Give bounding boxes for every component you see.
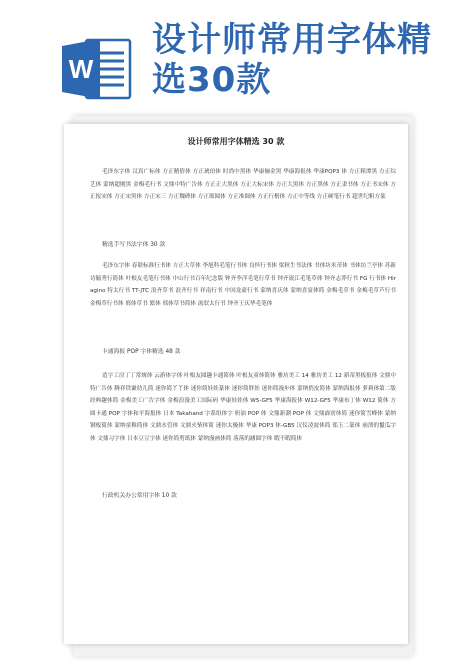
paragraph-common-fonts: 毛泽东字体 汉真广标体 方正精倩体 方正琥珀体 时尚中黑体 华康俪金黑 华康海报体 华康POP3 体 方正粗谭黑 方正综艺体 蒙纳超刚黑 金梅毛行书 文鼎中特广告体 方正正大黑体 方正大标宋体 方正大黑体 方正黑体 方正隶书体 方正书宋体 方正报宋体 方正宋黑体 方正宋三 方正魏碑体 方正细圆体 方正准圆体 方正行楷体 方正中等线 方正硬笔行书 超世纪粗方篆 — [90, 169, 396, 201]
word-doc-icon — [62, 36, 132, 102]
page-header — [0, 0, 474, 110]
word-icon-letter: W — [68, 54, 94, 84]
paragraph-handwriting-fonts: 毛泽东字体 春联标准行书体 方正大草体 李旭科毛笔行书体 良怀行书体 梁秋生书法体 书体坊米芾体 书体坊兰亭体 苏新诗毓秀行简体 叶根友毛笔行书体 中山行书百年纪念版 钟齐李洋毛笔行草书 钟齐流江毛笔草体 钟齐志莽行书 FG 行书体 Hiragino 特太行书 TT-JTC 浪齐草书 浪齐行书 祥南行书 中国龙豪行书 蒙纳喜庆体 蒙纳喜宴体简 金梅毛草书 金梅毛草芦行书 金梅草行书体 邢体草书 繁体 邢体草书简体 流氓太行书 钟齐王庆华毛笔体 — [90, 263, 396, 307]
heading-office-fonts: 行政机关办公常用字体 10 款 — [102, 493, 177, 499]
document-page — [64, 124, 408, 644]
document-title: 设计师常用字体精选 30 款 — [187, 137, 285, 146]
page-title: 设计师常用字体精选30款 — [152, 20, 432, 100]
paragraph-cartoon-fonts: 造字工房丁丁常规体 云游体字体 叶根友圆趣卡通简体 叶根友童体简体 雅坊美工 14 雅坊美工 12 新蒂黑板报体 文鼎中特广告体 腾祥铁谦幼儿简 迷你简丫丫体 迷你简娃娃篆体 迷你简胖娃 迷你简漫步体 蒙纳俏皮简体 蒙纳海报体 萝莉体第二版 经典趣体简 金梅美工广告字体 金梅浪漫美工国际码 华康娃娃体 W5-GF5 华康海报体 W12-GF5 华康布丁体 W12 简体 方圆卡通 POP 字体和平海报体 日本 Takahand 字系组体字 奶油 POP 体 文鼎新潮 POP 体 文鼎霹雳体简 迷你简雪峰体 蒙纳钢板简体 蒙纳童稚简体 文鼎水管体 文鼎火柴体简 迷你太极体 华康 POP3 体-GB5 汉仪凌波体简 郑玉二篆体 崩溃的鬣瓜字体 文鼎习字体 日本豆豆字体 迷你简剪纸体 蒙纳漫画体简 落落的涵圆字体 暇不暇简体 — [90, 373, 396, 442]
heading-cartoon-fonts: 卡通海报 POP 字体精选 48 款 — [102, 349, 181, 355]
heading-handwriting-fonts: 精选手写书法字体 30 款 — [102, 242, 166, 248]
